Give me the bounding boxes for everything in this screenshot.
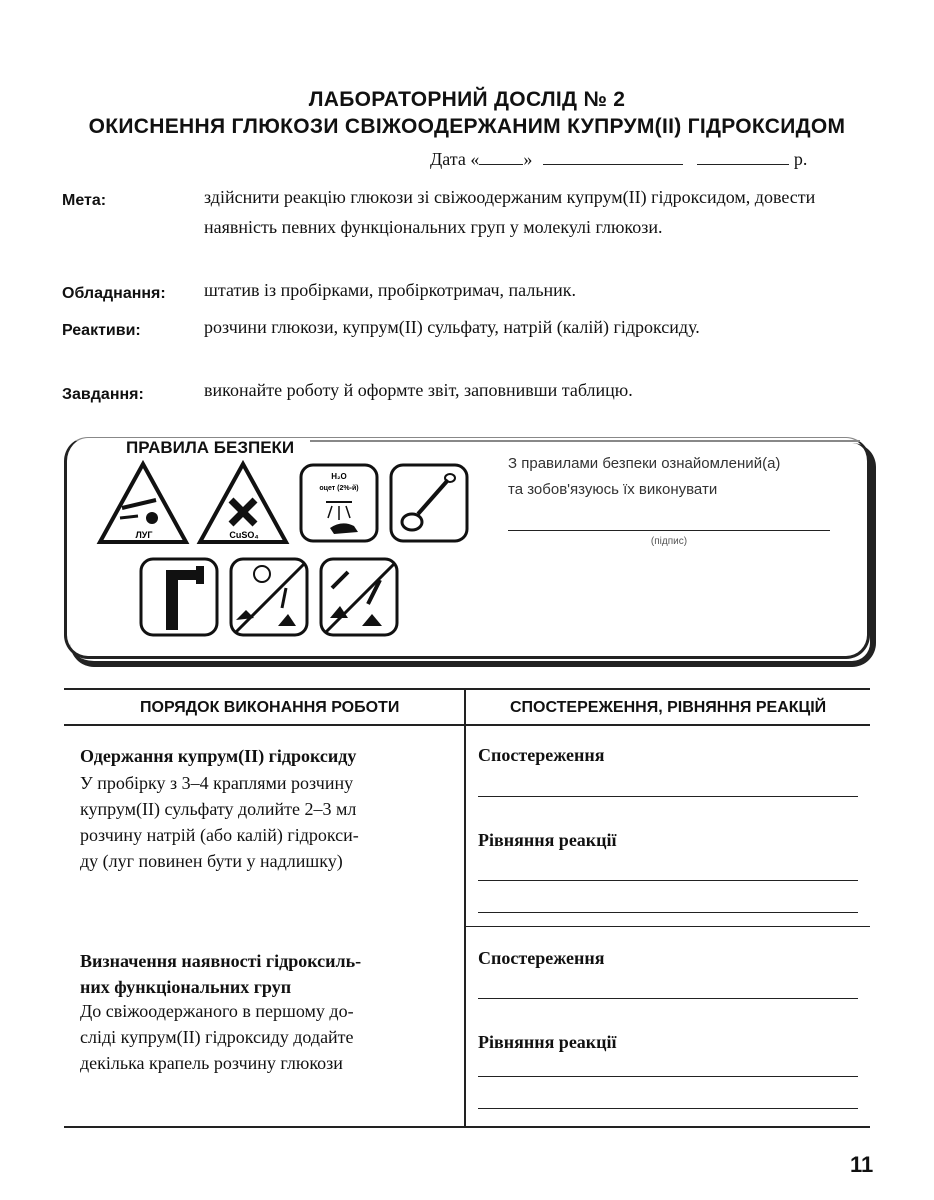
table-row-divider bbox=[464, 926, 870, 927]
date-year-suffix: р. bbox=[793, 149, 808, 169]
row1-line4: ду (луг повинен бути у надлишку) bbox=[80, 851, 343, 871]
eye-wash-icon bbox=[298, 462, 380, 544]
row2-line3: декілька крапель розчину глюкози bbox=[80, 1053, 343, 1073]
row1-title: Одержання купрум(II) гідроксиду bbox=[80, 746, 357, 766]
safety-consent-line2: та зобов'язуюсь їх виконувати bbox=[508, 481, 718, 498]
row1-line1: У пробірку з 3–4 краплями розчину bbox=[80, 773, 354, 793]
eye-wash-h2o-label: H₂O bbox=[331, 472, 347, 481]
date-open-quote: « bbox=[470, 149, 480, 169]
table-header-observations: СПОСТЕРЕЖЕННЯ, РІВНЯННЯ РЕАКЦІЙ bbox=[510, 699, 827, 716]
signature-line[interactable] bbox=[508, 530, 830, 531]
row1-observation-line[interactable] bbox=[478, 796, 858, 797]
row1-line2: купрум(II) сульфату долийте 2–3 мл bbox=[80, 799, 357, 819]
table-bottom-rule bbox=[64, 1126, 870, 1128]
task-text: виконайте роботу й оформте звіт, заповнивши таблицю. bbox=[204, 380, 633, 400]
row1-equation-line2[interactable] bbox=[478, 912, 858, 913]
table-header-procedure: ПОРЯДОК ВИКОНАННЯ РОБОТИ bbox=[140, 699, 400, 716]
row2-title-line1: Визначення наявності гідроксиль- bbox=[80, 951, 362, 971]
row2-observation-line[interactable] bbox=[478, 998, 858, 999]
safety-title: ПРАВИЛА БЕЗПЕКИ bbox=[120, 438, 300, 458]
row1-line3: розчину натрій (або калій) гідрокси- bbox=[80, 825, 359, 845]
cuso4-sign-label: CuSO₄ bbox=[229, 530, 259, 540]
table-column-divider bbox=[464, 688, 466, 1126]
signature-label: (підпис) bbox=[650, 536, 688, 547]
test-tube-holder-icon bbox=[138, 556, 220, 638]
row2-line2: сліді купрум(II) гідроксиду додайте bbox=[80, 1027, 354, 1047]
row1-equation-label: Рівняння реакції bbox=[478, 830, 617, 850]
date-year-blank[interactable] bbox=[697, 148, 789, 165]
alkali-sign-label: ЛУГ bbox=[135, 530, 153, 540]
safety-consent-line1: З правилами безпеки ознайомлений(а) bbox=[508, 455, 781, 472]
row2-procedure bbox=[80, 998, 460, 1076]
reagents-label: Реактиви: bbox=[62, 322, 141, 339]
task-label: Завдання: bbox=[62, 386, 144, 403]
date-month-blank[interactable] bbox=[543, 148, 683, 165]
goal-label: Мета: bbox=[62, 192, 107, 209]
row2-equation-line2[interactable] bbox=[478, 1108, 858, 1109]
cuso4-hazard-icon bbox=[196, 460, 290, 546]
page-number: 11 bbox=[850, 1152, 874, 1177]
table-top-rule bbox=[64, 688, 870, 690]
equipment-label: Обладнання: bbox=[62, 285, 166, 302]
row2-observation-label: Спостереження bbox=[478, 948, 605, 968]
reagents-text: розчини глюкози, купрум(II) сульфату, натрій (калій) гідроксиду. bbox=[204, 317, 700, 337]
row1-observation-label: Спостереження bbox=[478, 745, 605, 765]
row1-procedure bbox=[80, 770, 460, 874]
safety-title-rule bbox=[310, 440, 860, 442]
table-header-rule bbox=[64, 724, 870, 726]
alkali-warning-icon bbox=[96, 460, 190, 546]
row2-equation-line1[interactable] bbox=[478, 1076, 858, 1077]
date-label: Дата bbox=[430, 149, 466, 169]
no-heating-by-hand-icon bbox=[228, 556, 310, 638]
eye-wash-vinegar-label: оцет (2%-й) bbox=[319, 485, 359, 492]
row2-title-line2: них функціональних груп bbox=[80, 977, 292, 997]
spatula-icon bbox=[388, 462, 470, 544]
lab-subtitle: ОКИСНЕННЯ ГЛЮКОЗИ СВІЖООДЕРЖАНИМ КУПРУМ(II) ГІДРОКСИДОМ bbox=[88, 115, 846, 138]
row2-equation-label: Рівняння реакції bbox=[478, 1032, 617, 1052]
row2-title bbox=[80, 948, 361, 1000]
date-close-quote: » bbox=[523, 149, 533, 169]
row2-line1: До свіжоодержаного в першому до- bbox=[80, 1001, 354, 1021]
date-day-blank[interactable] bbox=[479, 148, 523, 165]
no-heating-flame-icon bbox=[318, 556, 400, 638]
goal-text: здійснити реакцію глюкози зі свіжоодержаним купрум(II) гідроксидом, довести наявність певних функціональних груп у молекулі глюкози. bbox=[204, 187, 816, 237]
lab-title: ЛАБОРАТОРНИЙ ДОСЛІД № 2 bbox=[308, 88, 626, 111]
date-row bbox=[430, 148, 807, 170]
row1-equation-line1[interactable] bbox=[478, 880, 858, 881]
equipment-text: штатив із пробірками, пробіркотримач, пальник. bbox=[204, 280, 577, 300]
